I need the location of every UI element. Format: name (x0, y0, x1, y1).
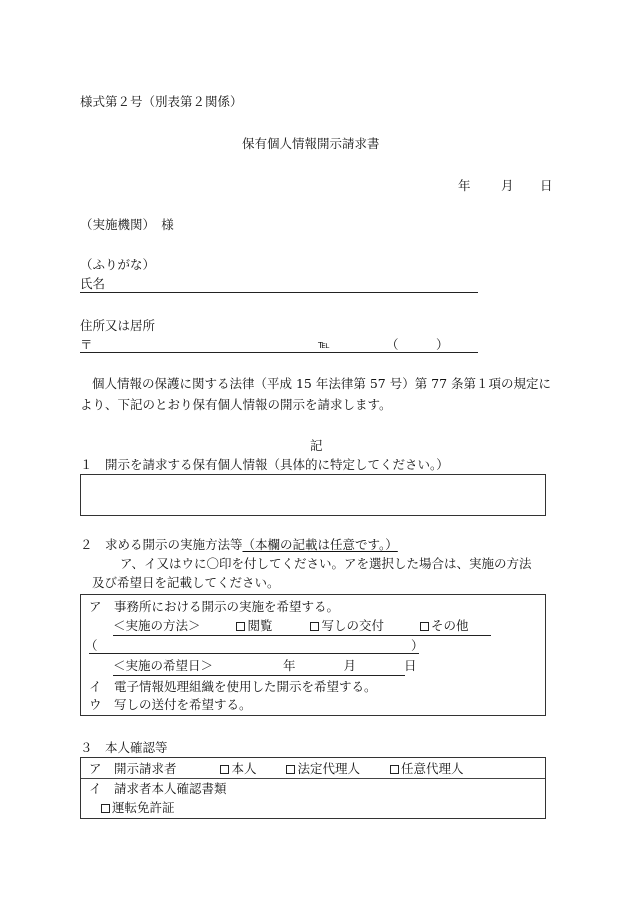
section2-heading-optional: （本欄の記載は任意です。） (242, 537, 398, 552)
other-paren-close: ） (411, 638, 424, 653)
desired-date-label: ＜実施の希望日＞ (113, 658, 214, 673)
checkbox-legal-agent[interactable] (286, 765, 295, 774)
requester-row (89, 763, 463, 776)
section2-heading (80, 539, 398, 552)
option-a-label[interactable]: ア 事務所における開示の実施を希望する。 (89, 599, 340, 614)
section2-table (80, 594, 546, 716)
method-option-other: その他 (430, 618, 469, 633)
section3-heading: ３ 本人確認等 (80, 740, 168, 755)
intro-line-2: より、下記のとおり保有個人情報の開示を請求します。 (80, 397, 392, 412)
requester-option-voluntary: 任意代理人 (400, 761, 464, 776)
checkbox-copy[interactable] (310, 622, 319, 631)
name-label: 氏名 (80, 276, 106, 291)
other-method-line[interactable] (89, 653, 419, 654)
requester-label: ア 開示請求者 (89, 761, 177, 776)
id-doc-option-license: 運転免許証 (112, 800, 175, 815)
desired-date-row (113, 658, 417, 676)
section1-input-box[interactable] (80, 474, 546, 516)
date-day-label: 日 (540, 178, 553, 193)
method-label: ＜実施の方法＞ (113, 618, 201, 633)
desired-date-year: 年 (282, 658, 296, 673)
furigana-label: （ふりがな） (80, 257, 156, 272)
section3-table (80, 757, 546, 819)
requester-option-self: 本人 (231, 761, 257, 776)
tel-paren: （ ） (386, 337, 449, 352)
other-paren-open: （ (85, 638, 98, 653)
id-doc-label: イ 請求者本人確認書類 (89, 781, 227, 796)
id-doc-option-row (101, 802, 175, 815)
checkbox-license[interactable] (101, 804, 110, 813)
intro-line-1: 個人情報の保護に関する法律（平成 15 年法律第 57 号）第 77 条第１項の規定に (92, 376, 552, 391)
checkbox-self[interactable] (220, 765, 229, 774)
name-field-line[interactable] (80, 292, 478, 293)
address-label: 住所又は居所 (80, 318, 156, 333)
form-number: 様式第２号（別表第２関係） (80, 94, 243, 109)
date-year-label: 年 (458, 178, 471, 193)
address-field-line[interactable] (80, 352, 478, 353)
method-row (113, 620, 491, 636)
section2-heading-prefix: ２ 求める開示の実施方法等 (80, 537, 243, 552)
postal-mark: 〒 (80, 337, 93, 352)
option-i-label[interactable]: イ 電子情報処理組織を使用した開示を希望する。 (89, 679, 377, 694)
addressee: （実施機関） 様 (80, 217, 174, 232)
desired-date-day: 日 (403, 658, 417, 673)
section1-heading: １ 開示を請求する保有個人情報（具体的に特定してください。） (80, 457, 449, 472)
tel-label: ℡ (318, 338, 330, 351)
section3-divider (81, 778, 545, 779)
desired-date-month: 月 (343, 658, 356, 673)
requester-option-legal: 法定代理人 (297, 761, 360, 776)
page-title: 保有個人情報開示請求書 (242, 136, 380, 151)
section2-note-2: 及び希望日を記載してください。 (92, 575, 280, 590)
checkbox-view[interactable] (236, 622, 245, 631)
checkbox-voluntary-agent[interactable] (390, 765, 399, 774)
method-option-copy: 写しの交付 (321, 618, 384, 633)
method-option-view: 閲覧 (247, 618, 273, 633)
option-u-label[interactable]: ウ 写しの送付を希望する。 (89, 697, 252, 712)
section2-note-1: ア、イ又はウに〇印を付してください。アを選択した場合は、実施の方法 (120, 556, 532, 571)
date-month-label: 月 (501, 178, 514, 193)
ki-label: 記 (310, 438, 323, 453)
checkbox-other[interactable] (420, 622, 429, 631)
